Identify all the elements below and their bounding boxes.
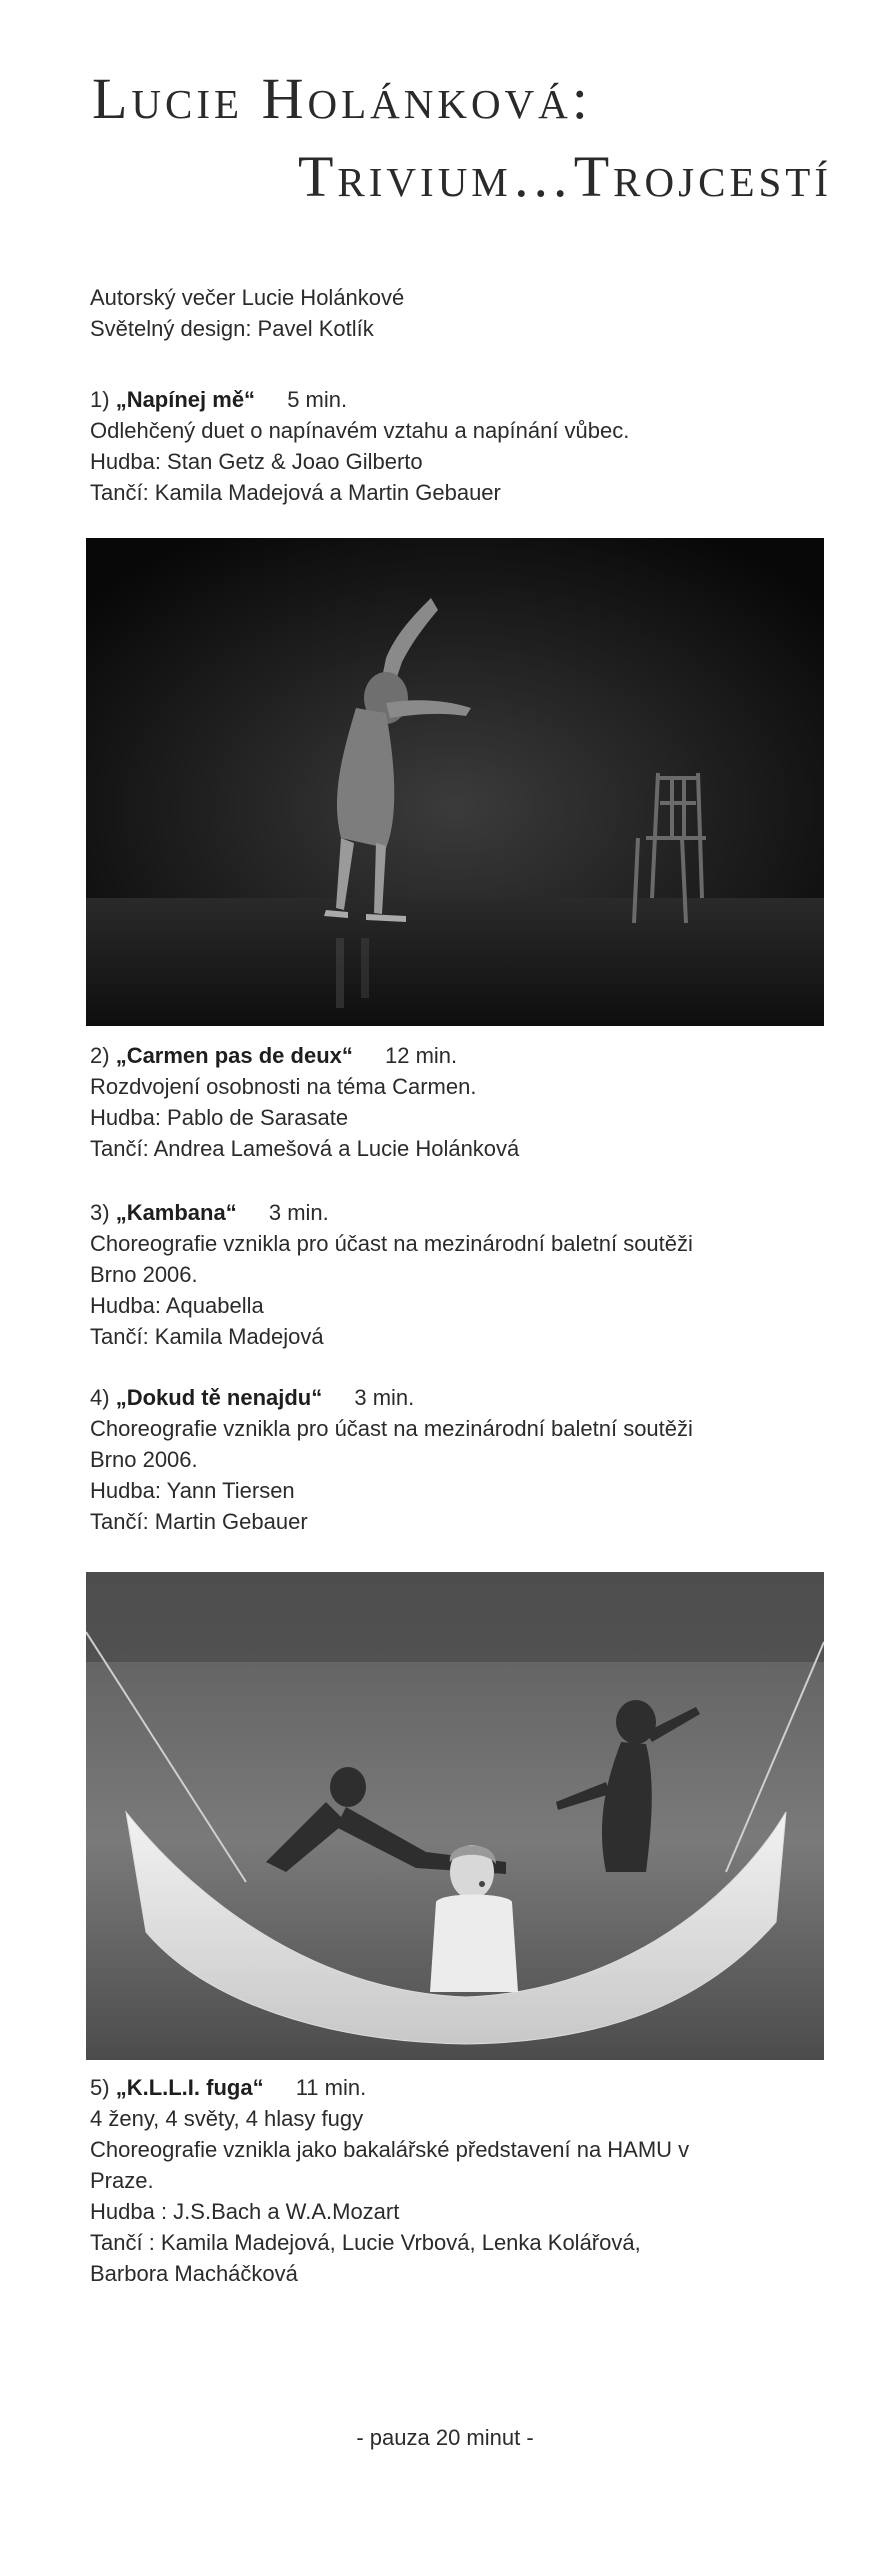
stage-photo-1 [86,538,824,1026]
item-line: Brno 2006. [90,1262,198,1287]
item-heading [90,1040,820,1071]
item-line: Tančí: Kamila Madejová a Martin Gebauer [90,480,501,505]
item-heading [90,1197,820,1228]
item-line: Hudba: Stan Getz & Joao Gilberto [90,449,423,474]
item-line: Brno 2006. [90,1447,198,1472]
item-line: Rozdvojení osobnosti na téma Carmen. [90,1074,477,1099]
item-number: 1) [90,387,110,412]
item-line: Choreografie vznikla pro účast na mezinárodní baletní soutěži [90,1416,693,1441]
item-line: Choreografie vznikla pro účast na mezinárodní baletní soutěži [90,1231,693,1256]
item-name: „Dokud tě nenajdu“ [115,1385,323,1410]
item-line: Tančí: Martin Gebauer [90,1509,308,1534]
item-line: Praze. [90,2168,154,2193]
item-name: „Carmen pas de deux“ [115,1043,353,1068]
program-item-2 [90,1040,820,1164]
item-number: 2) [90,1043,110,1068]
item-line: Tančí: Andrea Lamešová a Lucie Holánková [90,1136,520,1161]
item-number: 3) [90,1200,110,1225]
item-line: Hudba : J.S.Bach a W.A.Mozart [90,2199,400,2224]
intro [90,282,820,344]
page-title [92,60,832,216]
dance-photo-dark [86,538,824,1026]
intro-line: Autorský večer Lucie Holánkové [90,285,405,310]
item-line: Hudba: Aquabella [90,1293,264,1318]
item-heading [90,384,820,415]
item-line: Choreografie vznikla jako bakalářské představení na HAMU v [90,2137,690,2162]
intro-line: Světelný design: Pavel Kotlík [90,316,374,341]
item-name: „Kambana“ [115,1200,237,1225]
intermission-note: - pauza 20 minut - [356,2425,534,2450]
item-heading [90,1382,820,1413]
title-line-1: Lucie Holánková: [92,66,592,131]
item-line: Tančí : Kamila Madejová, Lucie Vrbová, Lenka Kolářová, [90,2230,641,2255]
item-line: Hudba: Yann Tiersen [90,1478,295,1503]
program-item-5 [90,2072,820,2289]
program-item-4 [90,1382,820,1537]
item-number: 4) [90,1385,110,1410]
item-name: „K.L.L.I. fuga“ [115,2075,264,2100]
dance-photo-hammock [86,1572,824,2060]
item-name: „Napínej mě“ [115,387,256,412]
item-duration: 3 min. [268,1200,329,1225]
item-number: 5) [90,2075,110,2100]
program-item-3 [90,1197,820,1352]
item-line: Hudba: Pablo de Sarasate [90,1105,349,1130]
program-item-1 [90,384,820,508]
item-duration: 12 min. [385,1043,458,1068]
item-line: Odlehčený duet o napínavém vztahu a napínání vůbec. [90,418,630,443]
item-duration: 11 min. [295,2075,367,2100]
item-line: Barbora Macháčková [90,2261,298,2286]
item-heading [90,2072,820,2103]
item-duration: 5 min. [287,387,348,412]
item-line: Tančí: Kamila Madejová [90,1324,324,1349]
item-line: 4 ženy, 4 světy, 4 hlasy fugy [90,2106,364,2131]
stage-photo-2 [86,1572,824,2060]
title-line-2: Trivium…Trojcestí [298,144,832,209]
item-duration: 3 min. [354,1385,415,1410]
